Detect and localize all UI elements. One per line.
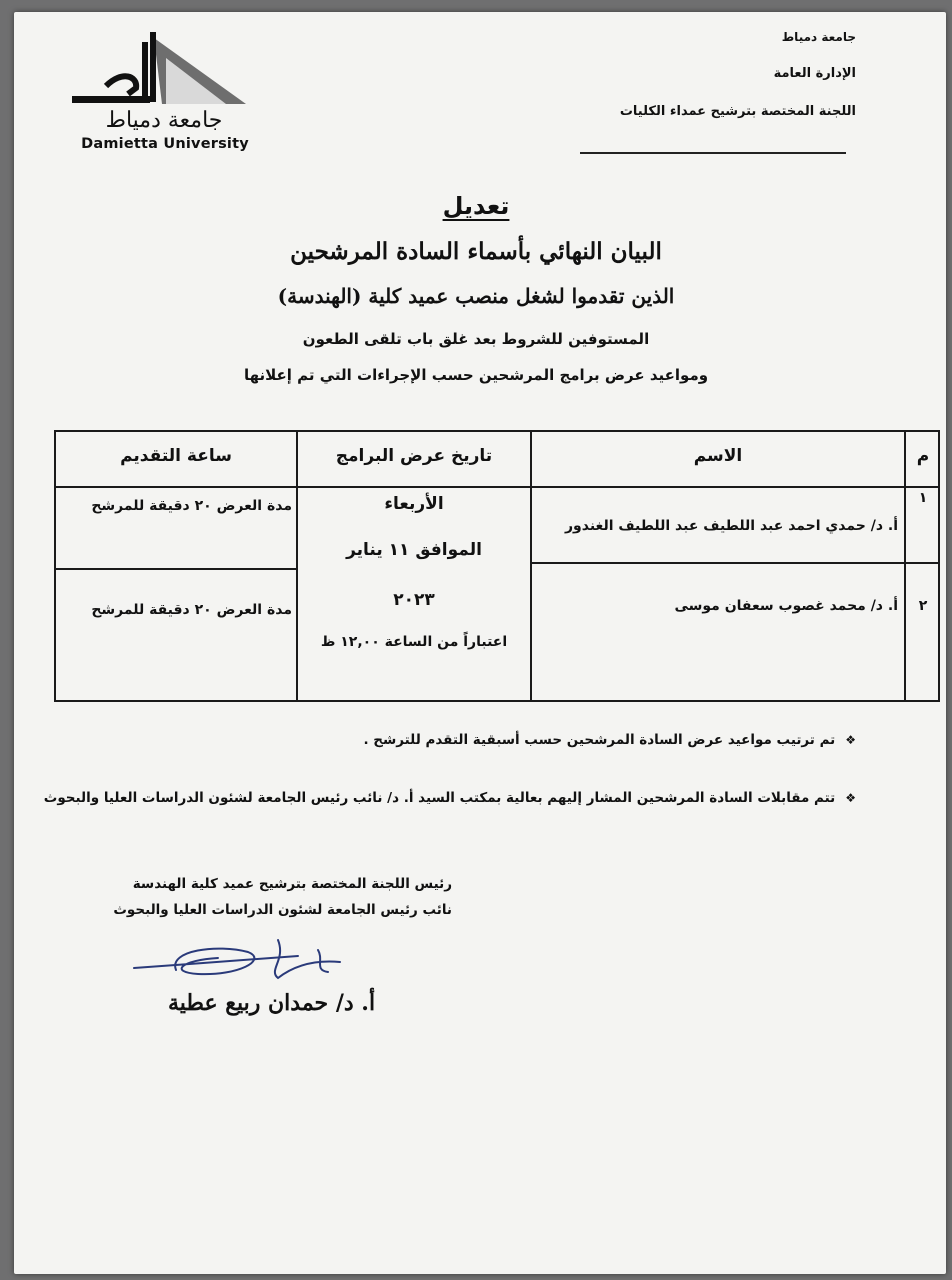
row-1-number: ١	[918, 490, 928, 506]
header-divider	[580, 152, 846, 154]
table-row-divider	[56, 568, 296, 570]
table-divider	[530, 432, 532, 700]
table-row-divider	[530, 562, 938, 564]
table-header-divider	[56, 486, 938, 488]
signatory-name: أ. د/ حمدان ربيع عطية	[168, 990, 376, 1016]
table-divider	[296, 432, 298, 700]
header-date: تاريخ عرض البرامج	[335, 446, 493, 466]
header-number: م	[916, 446, 930, 466]
modification-title: تعديل	[442, 192, 510, 220]
note-2-text: تتم مقابلات السادة المرشحين المشار إليهم بعالية بمكتب السيد أ. د/ نائب رئيس الجامعة لشئون الدراسات العليا والبحوث	[43, 790, 836, 806]
row-2-number: ٢	[918, 598, 928, 614]
note-1-text: تم ترتيب مواعيد عرض السادة المرشحين حسب أسبقية التقدم للترشح .	[363, 732, 836, 748]
note-1	[363, 732, 856, 748]
header-department: الإدارة العامة	[773, 66, 856, 81]
note-2	[44, 790, 856, 806]
row-2-name: أ. د/ محمد غصوب سعفان موسى	[674, 598, 898, 614]
title-line-4: ومواعيد عرض برامج المرشحين حسب الإجراءات التي تم إعلانها	[243, 366, 709, 384]
table-divider	[904, 432, 906, 700]
date-year: ٢٠٢٣	[393, 590, 435, 610]
header-university: جامعة دمياط	[781, 30, 856, 44]
diamond-bullet-icon: ❖	[845, 733, 856, 747]
date-value: الموافق ١١ يناير	[346, 540, 482, 560]
row-2-time: مدة العرض ٢٠ دقيقة للمرشح	[91, 602, 292, 618]
candidates-table	[54, 430, 940, 702]
signatory-title-1: رئيس اللجنة المختصة بترشيح عميد كلية الهندسة	[132, 876, 452, 892]
signatory-title-2: نائب رئيس الجامعة لشئون الدراسات العليا والبحوث	[113, 902, 452, 918]
header-name: الاسم	[693, 446, 743, 466]
diamond-bullet-icon: ❖	[845, 791, 856, 805]
header-committee: اللجنة المختصة بترشيح عمداء الكليات	[619, 104, 856, 119]
title-line-3: المستوفين للشروط بعد غلق باب تلقى الطعون	[302, 330, 650, 348]
header-time: ساعة التقديم	[120, 446, 232, 466]
row-1-time: مدة العرض ٢٠ دقيقة للمرشح	[91, 498, 292, 514]
row-1-name: أ. د/ حمدي احمد عبد اللطيف عبد اللطيف الغندور	[564, 518, 898, 534]
logo-english-text: Damietta University	[81, 136, 249, 152]
date-start-time: اعتباراً من الساعة ١٢,٠٠ ظ	[320, 634, 508, 650]
title-line-1: البيان النهائي بأسماء السادة المرشحين	[290, 238, 662, 265]
date-day: الأربعاء	[384, 494, 444, 514]
title-line-2: الذين تقدموا لشغل منصب عميد كلية (الهندسة)	[277, 284, 675, 308]
logo-arabic-text: جامعة دمياط	[105, 108, 223, 133]
